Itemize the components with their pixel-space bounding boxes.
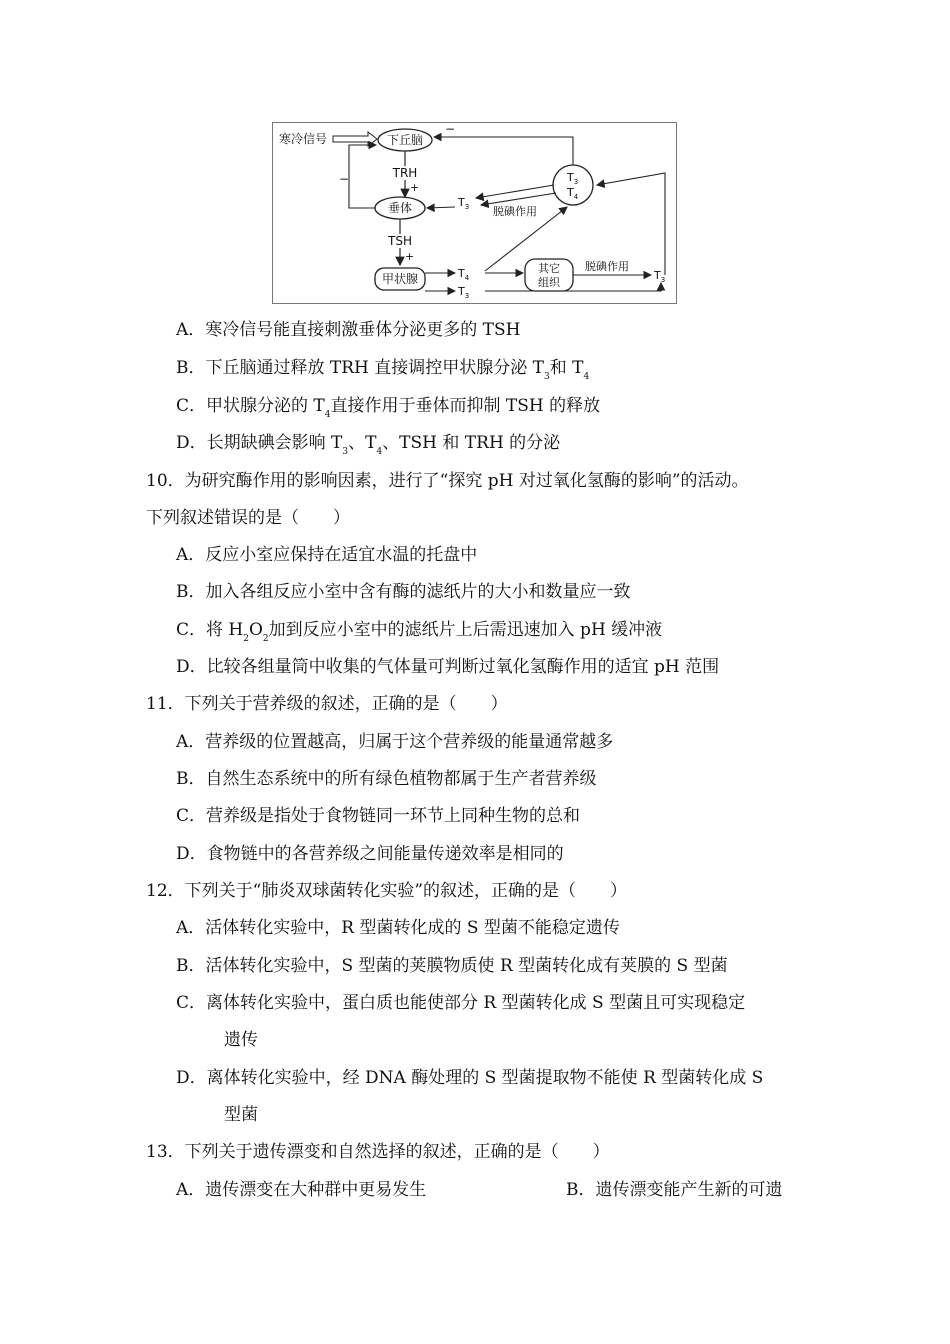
q11-option-a: A．营养级的位置越高，归属于这个营养级的能量通常越多 bbox=[176, 732, 614, 752]
pituitary-feedback-line bbox=[349, 145, 376, 208]
tissue-t3-label: $T_3$ bbox=[654, 269, 666, 284]
left-minus: − bbox=[339, 172, 350, 186]
tsh-label: TSH bbox=[388, 234, 412, 248]
t3-to-pituitary-arrow bbox=[427, 207, 455, 208]
q11-option-c: C．营养级是指处于食物链同一环节上同种生物的总和 bbox=[176, 806, 581, 826]
tsh-plus: + bbox=[405, 250, 415, 263]
q9-option-b: B．下丘脑通过释放 TRH 直接调控甲状腺分泌 $T_3$和 $T_4$ bbox=[176, 358, 590, 382]
q11-option-d: D．食物链中的各营养级之间能量传递效率是相同的 bbox=[176, 844, 564, 864]
pituitary-t3-label: $T_3$ bbox=[458, 196, 470, 211]
top-feedback-line bbox=[434, 137, 573, 165]
q12-option-a: A．活体转化实验中，R 型菌转化成的 S 型菌不能稳定遗传 bbox=[176, 918, 620, 938]
q12-option-d-line1: D．离体转化实验中，经 DNA 酶处理的 S 型菌提取物不能使 R 型菌转化成 S bbox=[176, 1068, 764, 1088]
q10-option-c: C．将 $H_2O_2$加到反应小室中的滤纸片上后需迅速加入 pH 缓冲液 bbox=[176, 620, 663, 644]
q9-option-a: A．寒冷信号能直接刺激垂体分泌更多的 TSH bbox=[176, 320, 521, 340]
q12-option-c-line2: 遗传 bbox=[224, 1030, 258, 1050]
deiodination-label-1: 脱碘作用 bbox=[493, 205, 537, 218]
thyroid-regulation-diagram bbox=[272, 122, 677, 304]
cold-signal-label: 寒冷信号 bbox=[279, 132, 328, 146]
q12-option-b: B．活体转化实验中，S 型菌的荚膜物质使 R 型菌转化成有荚膜的 S 型菌 bbox=[176, 956, 728, 976]
hollow-arrow bbox=[333, 132, 377, 146]
q13-option-a: A．遗传漂变在大种群中更易发生 bbox=[176, 1180, 427, 1200]
t3-output-label: $T_3$ bbox=[458, 285, 470, 300]
q9-option-d: D．长期缺碘会影响 $T_3$、$T_4$、TSH 和 TRH 的分泌 bbox=[176, 433, 561, 457]
trh-label: TRH bbox=[392, 166, 418, 180]
thyroid-label: 甲状腺 bbox=[381, 272, 419, 286]
other-tissue-label-1: 其它 bbox=[538, 262, 560, 275]
q10-option-b: B．加入各组反应小室中含有酶的滤纸片的大小和数量应一致 bbox=[176, 582, 631, 602]
q11-option-b: B．自然生态系统中的所有绿色植物都属于生产者营养级 bbox=[176, 769, 597, 789]
hypothalamus-label: 下丘脑 bbox=[386, 133, 424, 147]
circle-t4-label: $T_4$ bbox=[567, 186, 579, 201]
q13-stem: 13．下列关于遗传漂变和自然选择的叙述，正确的是（ ） bbox=[146, 1142, 610, 1162]
q10-stem-line1: 10．为研究酶作用的影响因素，进行了“探究 pH 对过氧化氢酶的影响”的活动。 bbox=[146, 471, 749, 491]
q13-option-b: B．遗传漂变能产生新的可遗 bbox=[566, 1180, 783, 1200]
pituitary-label: 垂体 bbox=[387, 201, 413, 215]
deiodination-label-2: 脱碘作用 bbox=[585, 260, 629, 273]
t4-output-label: $T_4$ bbox=[458, 267, 470, 282]
q9-option-c: C．甲状腺分泌的 $T_4$直接作用于垂体而抑制 TSH 的释放 bbox=[176, 396, 601, 420]
circle-to-t3-arrow bbox=[476, 185, 554, 198]
other-tissue-label-2: 组织 bbox=[538, 276, 560, 289]
q11-stem: 11．下列关于营养级的叙述，正确的是（ ） bbox=[146, 694, 508, 714]
top-minus: − bbox=[445, 123, 456, 136]
diagram-svg bbox=[273, 123, 676, 303]
trh-plus: + bbox=[410, 181, 420, 194]
q12-stem: 12．下列关于“肺炎双球菌转化实验”的叙述，正确的是（ ） bbox=[146, 881, 628, 901]
circle-t3-label: $T_3$ bbox=[567, 171, 579, 186]
q12-option-d-line2: 型菌 bbox=[224, 1105, 258, 1125]
q10-option-d: D．比较各组量筒中收集的气体量可判断过氧化氢酶作用的适宜 pH 范围 bbox=[176, 657, 720, 677]
q12-option-c-line1: C．离体转化实验中，蛋白质也能使部分 R 型菌转化成 S 型菌且可实现稳定 bbox=[176, 993, 746, 1013]
q10-option-a: A．反应小室应保持在适宜水温的托盘中 bbox=[176, 545, 478, 565]
q10-stem-line2: 下列叙述错误的是（ ） bbox=[146, 508, 350, 528]
